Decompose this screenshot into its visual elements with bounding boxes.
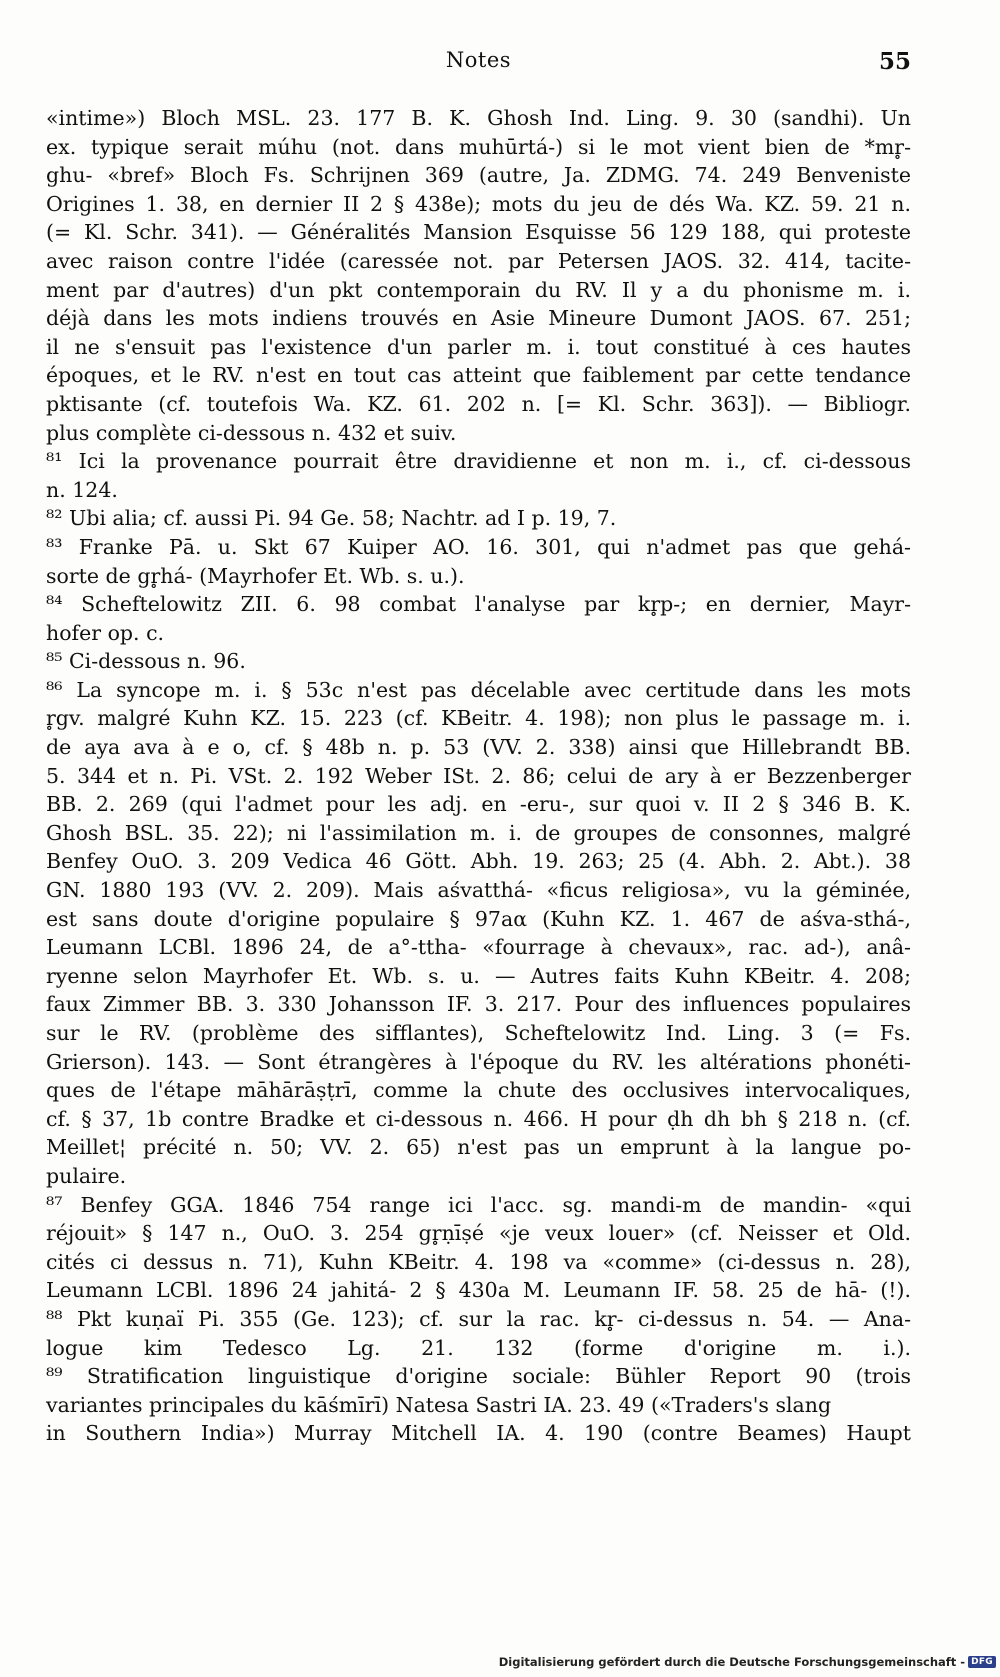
text-line: avec raison contre l'idée (caressée not. par Petersen JAOS. 32. 414, tacite- (46, 248, 911, 273)
text-line: ghu- «bref» Bloch Fs. Schrijnen 369 (autre, Ja. ZDMG. 74. 249 Benveniste (46, 163, 911, 188)
text-line: est sans doute d'origine populaire § 97aα (Kuhn KZ. 1. 467 de aśva-sthá-, (46, 906, 911, 931)
text-line: ryenne selon Mayrhofer Et. Wb. s. u. — Autres faits Kuhn KBeitr. 4. 208; (46, 963, 911, 988)
text-line: Grierson). 143. — Sont étrangères à l'époque du RV. les altérations phonéti- (46, 1049, 911, 1074)
text-line: 5. 344 et n. Pi. VSt. 2. 192 Weber ISt. 2. 86; celui de ary à er Bezzenberger (46, 763, 911, 788)
text-line: ⁸⁹ Stratification linguistique d'origine sociale: Bühler Report 90 (trois (46, 1364, 911, 1389)
text-line: in Southern India») Murray Mitchell IA. 4. 190 (contre Beames) Haupt (46, 1421, 911, 1446)
text-line: ⁸¹ Ici la provenance pourrait être dravidienne et non m. i., cf. ci-dessous (46, 449, 911, 474)
notes-body (46, 104, 911, 1448)
text-line: ques de l'étape māhārāṣṭrī, comme la chute des occlusives intervocaliques, (46, 1078, 911, 1103)
text-line: ⁸² Ubi alia; cf. aussi Pi. 94 Ge. 58; Nachtr. ad I p. 19, 7. (46, 506, 617, 531)
text-line: plus complète ci-dessous n. 432 et suiv. (46, 420, 457, 445)
text-line: n. 124. (46, 477, 118, 502)
dfg-logo-icon: DFG (968, 1656, 996, 1668)
text-line: Leumann LCBl. 1896 24 jahitá- 2 § 430a M. Leumann IF. 58. 25 de hā- (!). (46, 1278, 911, 1303)
page-number: 55 (878, 48, 911, 75)
text-line: pulaire. (46, 1163, 127, 1188)
text-line: ⁸⁶ La syncope m. i. § 53c n'est pas décelable avec certitude dans les mots (46, 677, 911, 702)
text-line: hofer op. c. (46, 620, 165, 645)
text-line: r̥gv. malgré Kuhn KZ. 15. 223 (cf. KBeitr. 4. 198); non plus le passage m. i. (46, 706, 911, 731)
text-line: ⁸⁸ Pkt kuṇaï Pi. 355 (Ge. 123); cf. sur la rac. kr̥- ci-dessus n. 54. — Ana- (46, 1306, 911, 1331)
text-line: ⁸⁵ Ci-dessous n. 96. (46, 649, 246, 674)
text-line: ⁸⁷ Benfey GGA. 1846 754 range ici l'acc. sg. mandi-m de mandin- «qui (46, 1192, 911, 1217)
text-line: faux Zimmer BB. 3. 330 Johansson IF. 3. 217. Pour des influences populaires (46, 992, 911, 1017)
text-line: de aya ava à e o, cf. § 48b n. p. 53 (VV. 2. 338) ainsi que Hillebrandt BB. (46, 735, 911, 760)
text-line: ⁸⁴ Scheftelowitz ZII. 6. 98 combat l'analyse par kr̥p-; en dernier, Mayr- (46, 592, 911, 617)
text-line: sur le RV. (problème des sifflantes), Scheftelowitz Ind. Ling. 3 (= Fs. (46, 1021, 911, 1045)
text-line: sorte de gr̥há- (Mayrhofer Et. Wb. s. u.). (46, 563, 465, 588)
text-line: «intime») Bloch MSL. 23. 177 B. K. Ghosh Ind. Ling. 9. 30 (sandhi). Un (46, 106, 911, 130)
text-line: Ghosh BSL. 35. 22); ni l'assimilation m. i. de groupes de consonnes, malgré (46, 820, 911, 845)
page-header (46, 44, 911, 80)
text-line: Benfey OuO. 3. 209 Vedica 46 Gött. Abh. 19. 263; 25 (4. Abh. 2. Abt.). 38 (46, 849, 911, 874)
text-line: époques, et le RV. n'est en tout cas atteint que faiblement par cette tendance (46, 363, 911, 388)
text-line: pktisante (cf. toutefois Wa. KZ. 61. 202 n. [= Kl. Schr. 363]). — Bibliogr. (46, 391, 911, 416)
text-line: logue kim Tedesco Lg. 21. 132 (forme d'origine m. i.). (46, 1335, 911, 1360)
text-line: Origines 1. 38, en dernier II 2 § 438e); mots du jeu de dés Wa. KZ. 59. 21 n. (46, 191, 911, 216)
text-line: cités ci dessus n. 71), Kuhn KBeitr. 4. 198 va «comme» (ci-dessus n. 28), (46, 1249, 911, 1274)
text-line: BB. 2. 269 (qui l'admet pour les adj. en -eru-, sur quoi v. II 2 § 346 B. K. (46, 792, 911, 817)
text-line: réjouit» § 147 n., OuO. 3. 254 gr̥ṇīṣé «je veux louer» (cf. Neisser et Old. (46, 1221, 911, 1246)
text-line: Leumann LCBl. 1896 24, de a°-ttha- «fourrage à chevaux», rac. ad-), anâ- (46, 935, 911, 960)
text-line: ment par d'autres) d'un pkt contemporain du RV. Il y a du phonisme m. i. (46, 277, 911, 302)
text-line: déjà dans les mots indiens trouvés en Asie Mineure Dumont JAOS. 67. 251; (46, 306, 911, 331)
digitization-credit (499, 1653, 996, 1671)
text-line: variantes principales du kāśmīrī) Natesa Sastri IA. 23. 49 («Traders's slang (46, 1392, 832, 1417)
text-line: ex. typique serait múhu (not. dans muhūrtá-) si le mot vient bien de *mr̥- (46, 134, 911, 159)
text-line: Meillet¦ précité n. 50; VV. 2. 65) n'est pas un emprunt à la langue po- (46, 1135, 911, 1160)
text-line: cf. § 37, 1b contre Bradke et ci-dessous n. 466. H pour ḍh dh bh § 218 n. (cf. (46, 1106, 911, 1131)
text-line: (= Kl. Schr. 341). — Généralités Mansion Esquisse 56 129 188, qui proteste (46, 220, 911, 245)
text-line: il ne s'ensuit pas l'existence d'un parler m. i. tout constitué à ces hautes (46, 334, 911, 359)
text-line: GN. 1880 193 (VV. 2. 209). Mais aśvatthá- «ficus religiosa», vu la géminée, (46, 878, 911, 903)
credit-text: Digitalisierung gefördert durch die Deutsche Forschungsgemeinschaft - (498, 1655, 966, 1669)
running-head: Notes (445, 48, 512, 72)
text-line: ⁸³ Franke Pā. u. Skt 67 Kuiper AO. 16. 301, qui n'admet pas que gehá- (46, 534, 911, 559)
